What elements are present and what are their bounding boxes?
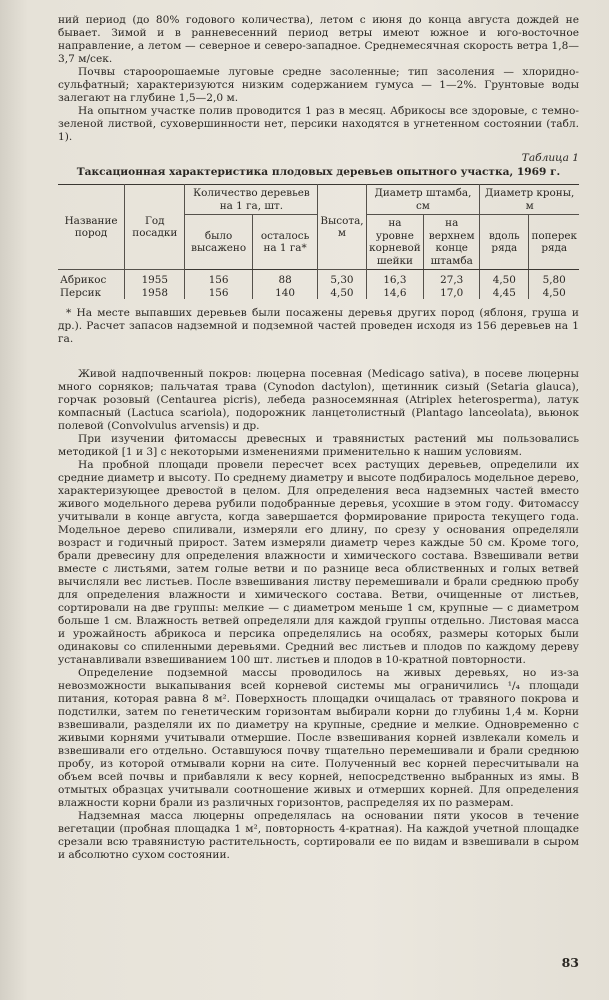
taxation-table [58,184,579,299]
header-trunk-top: на верхнем конце штамба [424,215,480,270]
cell-height: 4,50 [318,287,366,300]
paragraph: На пробной площади провели пересчет всех растущих деревьев, определили их средние диаметр и высоту. По среднему диаметру и высоте подбиралось модельное дерево, характеризующее древостой в целом. Для определения веса надземных частей вместо живого модельного дерева рубили подобранные деревья, усохшие в этом году. Фитомассу учитывали в конце августа, когда завершается формирование прироста текущего года. Модельное дерево спиливали, измеряли его длину, по срезу у основания определяли возраст и годичный прирост. Затем измеряли диаметр через каждые 50 см. Кроме того, брали древесину для определения влажности и химического состава. Взвешивали ветви вместе с листьями, затем голые ветви и по разнице веса облиственных и голых ветвей вычисляли вес листьев. После взвешивания листву перемешивали и брали среднюю пробу для определения влажности и химического состава. Ветви, очищенные от листьев, сортировали на две группы: мелкие — с диаметром меньше 1 см, крупные — с диаметром больше 1 см. Влажность ветвей определяли для каждой группы отдельно. Листовая масса и урожайность абрикоса и персика определялись на особях, размеры которых были одинаковы со спиленными деревьями. Средний вес листьев и плодов по каждому дереву устанавливали взвешиванием 100 шт. листьев и плодов в 10-кратной повторности. [58,459,579,666]
header-species: Название пород [58,185,125,270]
top-text [58,14,579,144]
cell-height: 5,30 [318,270,366,287]
table-caption: Таблица 1 [521,152,579,164]
header-root-neck: на уровне корневой шейки [366,215,424,270]
header-across: поперек ряда [529,215,579,270]
table-footnote: * На месте выпавших деревьев были посажены деревья других пород (яблоня, груша и др.). Расчет запасов надземной и подземной частей проведен исходя из 156 деревьев на 1 га. [58,307,579,345]
cell-remained: 140 [252,287,318,300]
header-year: Год посадки [125,185,185,270]
header-height: Высота, м [318,185,366,270]
cell-species: Персик [58,287,125,300]
header-remained: осталось на 1 га* [252,215,318,270]
cell-across: 5,80 [529,270,579,287]
header-planted: было высажено [185,215,252,270]
header-trunk: Диаметр штамба, см [366,185,480,215]
header-crown: Диаметр кроны, м [480,185,579,215]
paragraph: На опытном участке полив проводится 1 раз в месяц. Абрикосы все здоровые, с темно-зеленой листвой, суховершинности нет, персики находятся в угнетенном состоянии (табл. 1). [58,105,579,143]
cell-root-neck: 16,3 [366,270,424,287]
page-number: 83 [561,955,579,970]
table-title: Таксационная характеристика плодовых деревьев опытного участка, 1969 г. [76,166,561,178]
cell-across: 4,50 [529,287,579,300]
cell-root-neck: 14,6 [366,287,424,300]
cell-along: 4,45 [480,287,529,300]
body-text [58,368,579,862]
cell-trunk-top: 27,3 [424,270,480,287]
cell-year: 1958 [125,287,185,300]
table-row [58,270,579,287]
paragraph: ний период (до 80% годового количества), летом с июня до конца августа дождей не бывает. Зимой и в ранневесенний период ветры имеют южное и юго-восточное направление, а летом — северное и северо-западное. Среднемесячная скорость ветра 1,8—3,7 м/сек. [58,14,579,65]
cell-year: 1955 [125,270,185,287]
paragraph: При изучении фитомассы древесных и травянистых растений мы пользовались методикой [1 и 3] с некоторыми изменениями применительно к нашим условиям. [58,433,579,458]
header-along: вдоль ряда [480,215,529,270]
paragraph: Определение подземной массы проводилось на живых деревьях, но из-за невозможности выкапывания всей корневой системы мы ограничились ¹/₄ площади питания, которая равна 8 м². Поверхность площадки очищалась от травяного покрова и подстилки, затем по генетическим горизонтам выбирали корни до глубины 1,4 м. Корни взвешивали, разделяли их по диаметру на крупные, средние и мелкие. Одновременно с живыми корнями учитывали отмершие. После взвешивания корней извлекали комель и взвешивали его отдельно. Оставшуюся почву тщательно перемешивали и брали среднюю пробу, из которой отмывали корни на сите. Полученный вес корней пересчитывали на объем всей почвы и прибавляли к весу корней, непосредственно выбранных из ямы. В отмытых образцах учитывали соотношение живых и отмерших корней. Для определения влажности корни брали из различных горизонтов, распределяя их по размерам. [58,667,579,809]
table-row [58,287,579,300]
header-count: Количество деревьев на 1 га, шт. [185,185,318,215]
paragraph: Надземная масса люцерны определялась на основании пяти укосов в течение вегетации (пробная площадка 1 м², повторность 4-кратная). На каждой учетной площадке срезали всю травянистую растительность, сортировали ее по видам и взвешивали в сыром и абсолютно сухом состоянии. [58,810,579,861]
paragraph: Почвы староорошаемые луговые средне засоленные; тип засоления — хлоридно-сульфатный; характеризуются низким содержанием гумуса — 1—2%. Грунтовые воды залегают на глубине 1,5—2,0 м. [58,66,579,104]
cell-species: Абрикос [58,270,125,287]
cell-planted: 156 [185,287,252,300]
paragraph: Живой надпочвенный покров: люцерна посевная (Medicago sativa), в посеве люцерны много сорняков; пальчатая трава (Cynodon dactylon), щетинник сизый (Setaria glauca), горчак розовый (Centaurea picris), лебеда разносемянная (Atriplex heterosperma), латук компасный (Lactuca scariola), подорожник ланцетолистный (Plantago lanceolata), вьюнок полевой (Convolvulus arvensis) и др. [58,368,579,432]
cell-along: 4,50 [480,270,529,287]
cell-planted: 156 [185,270,252,287]
cell-remained: 88 [252,270,318,287]
cell-trunk-top: 17,0 [424,287,480,300]
